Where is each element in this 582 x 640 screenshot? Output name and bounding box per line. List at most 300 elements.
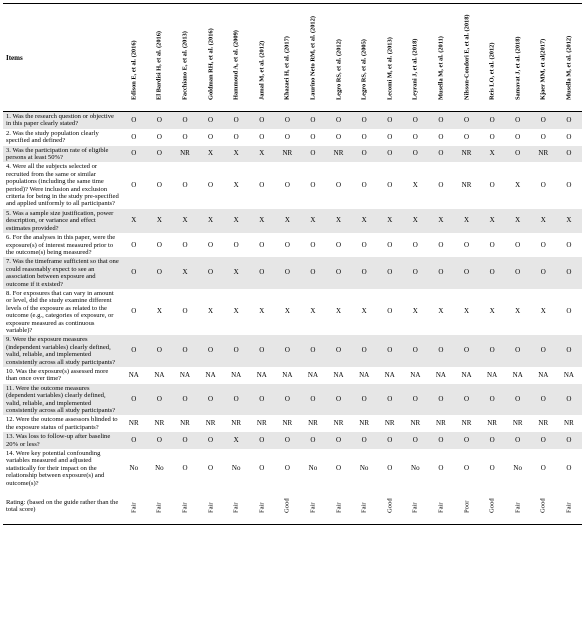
assessment-cell: O <box>208 132 214 141</box>
question-cell: 11. Were the outcome measures (dependent variables) clearly defined, valid, reliable, and implemented consistently across all study participants? <box>6 384 116 415</box>
assessment-cell: O <box>515 268 521 277</box>
rating-value: Fair <box>334 502 342 513</box>
rating-value: Fair <box>206 502 214 513</box>
study-name: Lecomi M, et al. (2013) <box>386 37 394 100</box>
assessment-cell: NA <box>231 370 242 379</box>
assessment-cell: NR <box>333 419 344 428</box>
assessment-cell: O <box>182 240 188 249</box>
assessment-cell: NR <box>282 149 293 158</box>
assessment-cell: O <box>131 346 137 355</box>
table-row <box>3 146 582 163</box>
assessment-cell: O <box>463 132 470 141</box>
study-name: Edison E, et al. (2016) <box>130 40 138 100</box>
question-cell: 4. Were all the subjects selected or recruited from the same or similar populations (including the same time period)? Were inclusion and exclusion criteria for being in the study pre-specified and applied uniformly to all participants? <box>6 163 119 208</box>
assessment-cell: No <box>155 463 164 472</box>
assessment-cell: X <box>284 307 290 316</box>
assessment-cell: X <box>259 216 265 225</box>
study-name: Reis LO, et al. (2012) <box>488 42 496 100</box>
assessment-cell: O <box>438 180 444 189</box>
assessment-cell: O <box>515 149 521 158</box>
study-column-header <box>428 4 454 112</box>
assessment-cell: O <box>182 132 188 141</box>
assessment-cell: X <box>489 307 495 316</box>
assessment-cell: O <box>336 394 342 403</box>
assessment-cell: O <box>463 394 470 403</box>
assessment-cell: O <box>284 463 290 472</box>
table-row <box>3 257 582 289</box>
assessment-cell: O <box>182 463 188 472</box>
assessment-cell: NA <box>487 370 498 379</box>
assessment-cell: O <box>336 115 342 124</box>
table-row <box>3 112 582 129</box>
assessment-cell: O <box>463 463 470 472</box>
assessment-cell: X <box>540 307 546 316</box>
assessment-cell: O <box>208 435 214 444</box>
assessment-cell: O <box>566 394 572 403</box>
assessment-cell: X <box>156 216 162 225</box>
assessment-cell: NA <box>154 370 165 379</box>
assessment-cell: No <box>129 463 139 472</box>
table-row <box>3 209 582 233</box>
assessment-cell: NA <box>282 370 293 379</box>
assessment-cell: O <box>387 394 393 403</box>
quality-assessment-table-container <box>3 3 574 525</box>
assessment-cell: O <box>259 268 265 277</box>
assessment-cell: O <box>438 115 444 124</box>
study-name: Nilsson-Condori E, et al. (2018) <box>463 14 471 100</box>
question-cell: 5. Was a sample size justification, power description, or variance and effect estimates provided? <box>6 209 114 232</box>
assessment-cell: O <box>284 115 290 124</box>
assessment-cell: NA <box>359 370 370 379</box>
study-column-header <box>351 4 377 112</box>
assessment-cell: O <box>438 346 444 355</box>
assessment-cell: O <box>284 346 290 355</box>
assessment-cell: O <box>463 115 470 124</box>
assessment-cell: NR <box>308 419 318 428</box>
assessment-cell: NR <box>205 419 216 428</box>
assessment-cell: No <box>308 463 318 472</box>
assessment-cell: NR <box>461 180 472 189</box>
assessment-cell: X <box>438 307 444 316</box>
table-header-row <box>3 4 582 112</box>
assessment-cell: O <box>387 132 393 141</box>
assessment-cell: O <box>208 346 214 355</box>
assessment-cell: O <box>489 115 495 124</box>
assessment-cell: X <box>182 268 188 277</box>
assessment-cell: O <box>233 132 239 141</box>
assessment-cell: O <box>156 394 162 403</box>
rating-cell <box>531 488 557 525</box>
assessment-cell: X <box>233 216 239 225</box>
assessment-cell: X <box>208 307 214 316</box>
assessment-cell: NR <box>180 149 190 158</box>
assessment-cell: O <box>566 180 572 189</box>
assessment-cell: O <box>438 463 444 472</box>
assessment-cell: O <box>284 268 290 277</box>
assessment-cell: O <box>489 268 495 277</box>
assessment-cell: No <box>513 463 522 472</box>
assessment-cell: O <box>310 268 316 277</box>
assessment-cell: O <box>540 435 546 444</box>
assessment-cell: O <box>489 346 495 355</box>
assessment-cell: O <box>156 240 162 249</box>
study-name: Legro RS, et al. (2005) <box>360 39 368 100</box>
assessment-cell: O <box>387 346 393 355</box>
assessment-cell: O <box>131 435 137 444</box>
quality-assessment-table <box>3 3 582 525</box>
assessment-cell: O <box>361 240 367 249</box>
assessment-cell: O <box>412 132 418 141</box>
rating-cell <box>172 488 198 525</box>
study-column-header <box>249 4 275 112</box>
assessment-cell: O <box>131 240 137 249</box>
assessment-cell: X <box>566 216 572 225</box>
assessment-cell: O <box>310 394 316 403</box>
assessment-cell: O <box>131 394 137 403</box>
rating-cell <box>351 488 377 525</box>
assessment-cell: O <box>515 346 521 355</box>
study-column-header <box>198 4 224 112</box>
assessment-cell: O <box>131 268 137 277</box>
assessment-cell: O <box>259 132 265 141</box>
assessment-cell: NA <box>384 370 395 379</box>
table-row <box>3 335 582 367</box>
rating-cell <box>505 488 531 525</box>
assessment-cell: X <box>515 307 521 316</box>
rating-value: Fair <box>155 502 163 513</box>
study-name: Goldman RH, et al. (2016) <box>207 28 215 100</box>
assessment-cell: NR <box>128 419 139 428</box>
assessment-cell: O <box>463 268 470 277</box>
assessment-cell: O <box>182 346 188 355</box>
assessment-cell: O <box>131 307 137 316</box>
table-row <box>3 367 582 384</box>
assessment-cell: O <box>412 435 418 444</box>
assessment-cell: O <box>131 115 137 124</box>
assessment-cell: O <box>515 115 521 124</box>
rating-value: Fair <box>232 502 240 513</box>
assessment-cell: X <box>412 307 418 316</box>
assessment-cell: O <box>233 394 239 403</box>
assessment-cell: O <box>156 149 162 158</box>
study-name: Legro RS, et al. (2012) <box>335 39 343 100</box>
study-column-header <box>275 4 301 112</box>
rating-value: Fair <box>258 502 266 513</box>
assessment-cell: X <box>540 216 546 225</box>
assessment-cell: O <box>131 132 137 141</box>
study-name: Musella M, et al. (2011) <box>437 36 445 100</box>
assessment-cell: X <box>412 180 418 189</box>
assessment-cell: O <box>336 240 342 249</box>
assessment-cell: X <box>284 216 290 225</box>
assessment-cell: NR <box>512 419 523 428</box>
assessment-cell: NR <box>384 419 395 428</box>
assessment-cell: O <box>284 394 290 403</box>
rating-cell <box>454 488 480 525</box>
assessment-cell: O <box>566 268 572 277</box>
assessment-cell: O <box>233 346 239 355</box>
assessment-cell: O <box>259 240 265 249</box>
assessment-cell: O <box>208 268 214 277</box>
rating-cell <box>249 488 275 525</box>
assessment-cell: O <box>489 463 495 472</box>
assessment-cell: O <box>259 346 265 355</box>
question-cell: 13. Was loss to follow-up after baseline 20% or less? <box>6 433 111 448</box>
assessment-cell: O <box>361 394 367 403</box>
table-row <box>3 289 582 335</box>
assessment-cell: O <box>284 132 290 141</box>
assessment-cell: O <box>233 115 239 124</box>
assessment-cell: NR <box>231 419 242 428</box>
assessment-cell: NR <box>333 149 344 158</box>
assessment-cell: O <box>156 268 162 277</box>
assessment-cell: NR <box>359 419 369 428</box>
assessment-cell: O <box>310 115 316 124</box>
assessment-cell: NR <box>256 419 267 428</box>
rating-value: Good <box>488 498 496 513</box>
assessment-cell: O <box>336 463 342 472</box>
study-name: Hammoud A, et al. (2009) <box>232 30 240 100</box>
assessment-cell: No <box>359 463 369 472</box>
assessment-cell: X <box>515 216 521 225</box>
assessment-cell: X <box>438 216 444 225</box>
assessment-cell: O <box>156 180 162 189</box>
assessment-cell: O <box>387 180 393 189</box>
study-column-header <box>403 4 429 112</box>
assessment-cell: X <box>131 216 137 225</box>
assessment-cell: NA <box>128 370 139 379</box>
question-cell: 6. For the analyses in this paper, were the exposure(s) of interest measured prior to the outcome(s) being measured? <box>6 234 116 256</box>
assessment-cell: O <box>387 149 393 158</box>
assessment-cell: O <box>361 115 367 124</box>
table-row <box>3 233 582 257</box>
table-row <box>3 449 582 488</box>
assessment-cell: O <box>463 435 470 444</box>
assessment-cell: NR <box>154 419 165 428</box>
assessment-cell: O <box>566 307 572 316</box>
rating-value: Good <box>386 498 394 513</box>
question-cell: 10. Was the exposure(s) assessed more than once over time? <box>6 368 109 383</box>
assessment-cell: O <box>182 180 188 189</box>
rating-value: Fair <box>437 502 445 513</box>
assessment-cell: O <box>566 115 572 124</box>
rating-value: Fair <box>181 502 189 513</box>
assessment-cell: O <box>412 240 418 249</box>
assessment-cell: No <box>411 463 420 472</box>
study-column-header <box>479 4 505 112</box>
assessment-cell: O <box>336 132 342 141</box>
assessment-cell: O <box>259 435 265 444</box>
assessment-cell: O <box>566 149 572 158</box>
rating-cell <box>428 488 454 525</box>
study-name: Khazaei H, et al. (2017) <box>283 36 291 100</box>
assessment-cell: NR <box>538 419 549 428</box>
assessment-cell: O <box>438 132 444 141</box>
assessment-cell: X <box>361 307 367 316</box>
assessment-cell: NA <box>410 370 421 379</box>
assessment-cell: X <box>310 216 316 225</box>
assessment-cell: O <box>310 149 316 158</box>
assessment-cell: O <box>540 346 546 355</box>
assessment-cell: X <box>489 149 495 158</box>
assessment-cell: NA <box>205 370 216 379</box>
assessment-cell: NA <box>256 370 267 379</box>
assessment-cell: O <box>284 180 290 189</box>
assessment-cell: NR <box>180 419 190 428</box>
assessment-cell: X <box>336 307 342 316</box>
assessment-cell: O <box>412 394 418 403</box>
study-name: Samavat J, et al. (2018) <box>514 36 522 100</box>
assessment-cell: O <box>336 180 342 189</box>
rating-cell <box>377 488 403 525</box>
study-name: Musella M, et al. (2012) <box>565 35 573 100</box>
assessment-cell: O <box>208 463 214 472</box>
assessment-cell: O <box>361 132 367 141</box>
study-column-header <box>531 4 557 112</box>
assessment-cell: X <box>361 216 367 225</box>
rating-value: Good <box>283 498 291 513</box>
assessment-cell: NA <box>179 370 191 379</box>
table-row <box>3 384 582 416</box>
assessment-cell: X <box>233 268 239 277</box>
assessment-cell: O <box>438 268 444 277</box>
assessment-cell: O <box>438 240 444 249</box>
table-row <box>3 432 582 449</box>
assessment-cell: NA <box>333 370 344 379</box>
assessment-cell: NR <box>282 419 293 428</box>
study-name: Kjaer MM, et al(2017) <box>539 38 547 100</box>
assessment-cell: O <box>208 240 214 249</box>
assessment-cell: O <box>412 115 418 124</box>
assessment-cell: X <box>336 216 342 225</box>
assessment-cell: O <box>361 346 367 355</box>
question-cell: 12. Were the outcome assessors blinded to the exposure status of participants? <box>6 416 118 431</box>
assessment-cell: O <box>259 394 265 403</box>
assessment-cell: X <box>412 216 418 225</box>
rating-value: Fair <box>130 502 138 513</box>
rating-value: Fair <box>309 502 317 513</box>
assessment-cell: O <box>208 115 214 124</box>
assessment-cell: NA <box>307 370 319 379</box>
assessment-cell: O <box>182 394 188 403</box>
assessment-cell: X <box>208 216 214 225</box>
assessment-cell: O <box>540 394 546 403</box>
assessment-cell: O <box>208 394 214 403</box>
assessment-cell: O <box>156 132 162 141</box>
question-cell: 2. Was the study population clearly specified and defined? <box>6 129 99 145</box>
assessment-cell: O <box>336 435 342 444</box>
question-cell: 14. Were key potential confounding variables measured and adjusted statistically for their impact on the relationship between exposure(s) and outcome(s)? <box>6 450 105 487</box>
assessment-cell: X <box>489 216 495 225</box>
assessment-cell: NR <box>487 419 497 428</box>
study-name: El Bardisi H, et al. (2016) <box>155 30 163 100</box>
rating-value: Poor <box>462 500 470 513</box>
assessment-cell: O <box>310 180 316 189</box>
rating-value: Fair <box>514 502 521 513</box>
assessment-cell: O <box>259 115 265 124</box>
assessment-cell: O <box>515 132 521 141</box>
assessment-cell: O <box>566 463 572 472</box>
assessment-cell: X <box>233 149 239 158</box>
rating-cell <box>275 488 301 525</box>
assessment-cell: O <box>387 307 393 316</box>
assessment-cell: O <box>489 180 495 189</box>
rating-cell <box>556 488 582 525</box>
assessment-cell: O <box>182 307 188 316</box>
rating-value: Good <box>539 498 547 513</box>
assessment-cell: No <box>231 463 241 472</box>
assessment-cell: O <box>182 435 188 444</box>
assessment-cell: O <box>310 240 316 249</box>
assessment-cell: X <box>463 307 470 316</box>
assessment-cell: O <box>284 435 290 444</box>
assessment-cell: O <box>131 180 137 189</box>
assessment-cell: O <box>489 394 495 403</box>
study-column-header <box>172 4 198 112</box>
table-row <box>3 129 582 146</box>
assessment-cell: O <box>361 435 367 444</box>
assessment-cell: X <box>182 216 188 225</box>
rating-label: Rating: (based on the guide rather than the total score) <box>6 498 119 514</box>
assessment-cell: O <box>566 132 572 141</box>
study-column-header <box>326 4 352 112</box>
assessment-cell: O <box>463 346 470 355</box>
assessment-cell: O <box>412 268 418 277</box>
assessment-cell: O <box>412 346 418 355</box>
table-body <box>3 112 582 525</box>
assessment-cell: O <box>387 463 393 472</box>
assessment-cell: O <box>284 240 290 249</box>
assessment-cell: NR <box>564 419 574 428</box>
assessment-cell: X <box>208 149 214 158</box>
table-row <box>3 162 582 208</box>
rating-cell <box>121 488 147 525</box>
assessment-cell: O <box>361 180 367 189</box>
assessment-cell: O <box>540 463 546 472</box>
assessment-cell: O <box>387 435 393 444</box>
assessment-cell: NA <box>538 370 549 379</box>
assessment-cell: X <box>233 180 239 189</box>
study-column-header <box>377 4 403 112</box>
assessment-cell: O <box>259 180 265 189</box>
assessment-cell: O <box>566 346 572 355</box>
assessment-cell: O <box>156 435 162 444</box>
rating-cell <box>326 488 352 525</box>
assessment-cell: NR <box>436 419 446 428</box>
assessment-cell: X <box>515 180 521 189</box>
assessment-cell: NA <box>563 370 574 379</box>
assessment-cell: X <box>259 307 265 316</box>
assessment-cell: O <box>540 132 546 141</box>
assessment-cell: NA <box>461 370 472 379</box>
assessment-cell: O <box>489 435 495 444</box>
study-column-header <box>556 4 582 112</box>
assessment-cell: O <box>540 240 546 249</box>
assessment-cell: O <box>336 268 342 277</box>
assessment-cell: O <box>310 346 316 355</box>
assessment-cell: NA <box>512 370 523 379</box>
study-name: Laurino Neto RM, et al. (2012) <box>309 16 317 100</box>
question-cell: 8. For exposures that can vary in amount or level, did the study examine different levels of the exposure as related to the outcome (e.g., categories of exposure, or exposure measured as continuous variable)? <box>6 289 114 334</box>
assessment-cell: O <box>387 240 393 249</box>
assessment-cell: O <box>515 240 521 249</box>
assessment-cell: O <box>489 240 495 249</box>
assessment-cell: NR <box>461 149 472 158</box>
assessment-cell: O <box>182 115 188 124</box>
study-name: Facchiano E, et al. (2013) <box>181 31 189 100</box>
items-column-header: Items <box>6 53 23 62</box>
rating-value: Fair <box>411 502 419 513</box>
